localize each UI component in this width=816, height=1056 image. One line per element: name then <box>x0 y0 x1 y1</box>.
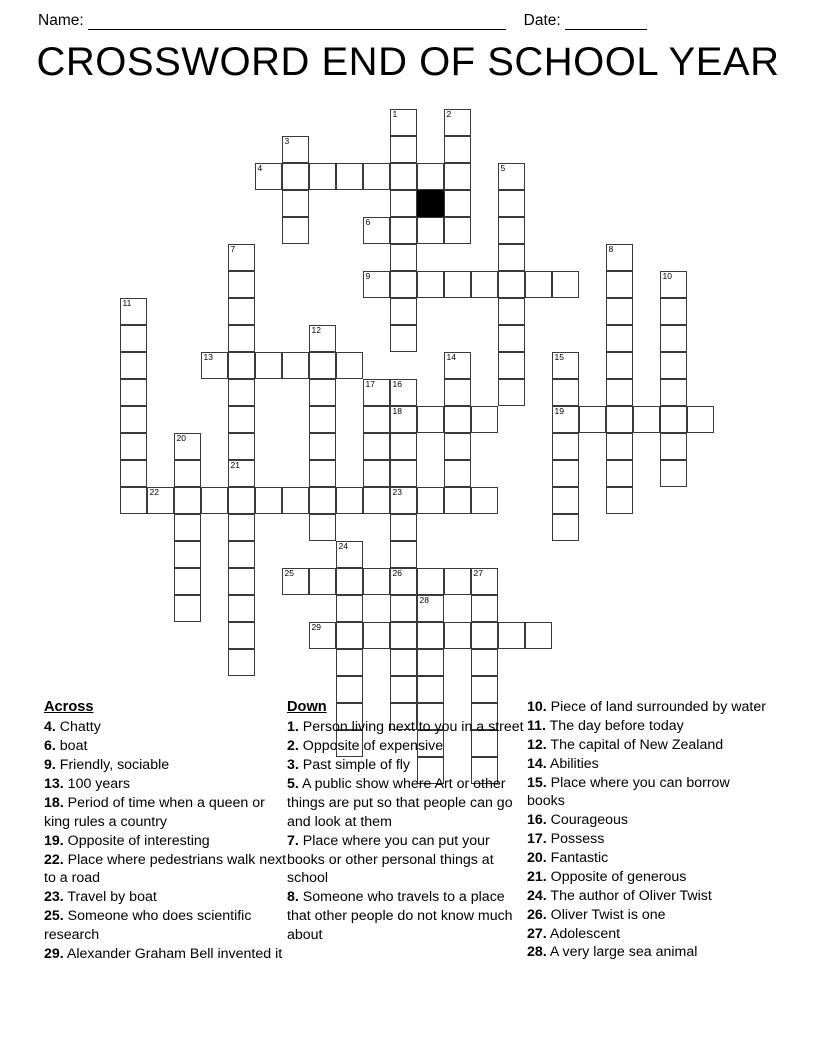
down-clue-item <box>527 698 768 717</box>
grid-cell[interactable] <box>417 622 444 649</box>
grid-cell[interactable] <box>228 541 255 568</box>
grid-cell[interactable] <box>498 244 525 271</box>
grid-cell[interactable] <box>363 271 390 298</box>
clue-text: Chatty <box>55 719 101 736</box>
grid-cell[interactable] <box>390 514 417 541</box>
clue-number: 14. <box>527 755 547 772</box>
grid-cell[interactable] <box>444 460 471 487</box>
grid-cell[interactable] <box>120 406 147 433</box>
grid-cell[interactable] <box>228 352 255 379</box>
grid-cell[interactable] <box>417 649 444 676</box>
grid-cell-number: 8 <box>608 243 614 254</box>
grid-cell[interactable] <box>390 325 417 352</box>
grid-cell[interactable] <box>174 514 201 541</box>
across-clue-item <box>44 737 287 756</box>
clue-text: A public show where Art or other things are put so that people can go and look at them <box>287 776 513 830</box>
clue-number: 29. <box>44 945 64 962</box>
grid-cell[interactable] <box>174 595 201 622</box>
down-clue-item <box>287 832 527 889</box>
grid-cell[interactable] <box>444 379 471 406</box>
grid-cell[interactable] <box>606 487 633 514</box>
grid-cell-number: 18 <box>392 405 402 416</box>
clue-text: A very large sea animal <box>546 944 698 961</box>
clue-number: 11. <box>527 717 546 734</box>
grid-cell-number: 13 <box>203 351 213 362</box>
grid-cell[interactable] <box>120 325 147 352</box>
grid-cell[interactable] <box>228 379 255 406</box>
down-clue-item <box>527 849 768 868</box>
grid-cell[interactable] <box>444 352 471 379</box>
clue-number: 13. <box>44 776 64 793</box>
grid-cell[interactable] <box>120 487 147 514</box>
grid-cell-number: 21 <box>230 459 240 470</box>
grid-cell[interactable] <box>363 487 390 514</box>
grid-cell[interactable] <box>120 352 147 379</box>
grid-cell[interactable] <box>498 298 525 325</box>
clue-text: 100 years <box>63 776 130 793</box>
clue-number: 5. <box>287 776 299 793</box>
grid-cell[interactable] <box>390 136 417 163</box>
grid-cell[interactable] <box>633 406 660 433</box>
clue-number: 26. <box>527 906 547 923</box>
down-clue-list-first <box>287 718 527 945</box>
grid-cell[interactable] <box>309 163 336 190</box>
grid-cell[interactable] <box>417 271 444 298</box>
grid-cell[interactable] <box>417 487 444 514</box>
grid-cell[interactable] <box>471 271 498 298</box>
grid-cell[interactable] <box>336 163 363 190</box>
grid-cell[interactable] <box>498 622 525 649</box>
grid-cell[interactable] <box>228 514 255 541</box>
grid-cell-number: 16 <box>392 378 402 389</box>
grid-cell-number: 26 <box>392 567 402 578</box>
down-clue-item <box>527 868 768 887</box>
clue-text: The author of Oliver Twist <box>546 887 712 904</box>
grid-cell-number: 24 <box>338 540 348 551</box>
down-clue-item <box>527 830 768 849</box>
clue-text: Past simple of fly <box>298 757 411 774</box>
down-clue-item <box>527 736 768 755</box>
clue-text: Piece of land surrounded by water <box>546 699 766 715</box>
clue-text: Place where pedestrians walk next to a road <box>44 851 287 887</box>
grid-cell[interactable] <box>444 163 471 190</box>
clues-down-column-continued <box>527 698 768 962</box>
clue-text: boat <box>55 738 88 755</box>
down-clue-item <box>527 717 768 736</box>
grid-cell[interactable] <box>471 649 498 676</box>
clue-number: 20. <box>527 850 547 866</box>
grid-cell[interactable] <box>660 298 687 325</box>
grid-cell[interactable] <box>390 406 417 433</box>
down-clue-item <box>527 755 768 774</box>
grid-cell[interactable] <box>444 271 471 298</box>
clue-number: 12. <box>527 736 547 753</box>
grid-cell[interactable] <box>498 325 525 352</box>
across-heading: Across <box>44 699 94 715</box>
clue-number: 17. <box>527 831 547 848</box>
grid-cell[interactable] <box>228 487 255 514</box>
down-clue-item <box>527 943 768 962</box>
grid-cell[interactable] <box>228 406 255 433</box>
grid-cell-number: 5 <box>500 162 506 173</box>
grid-cell[interactable] <box>660 352 687 379</box>
clue-number: 8. <box>287 889 299 906</box>
down-heading: Down <box>287 699 327 715</box>
clue-number: 2. <box>287 738 299 755</box>
grid-cell-number: 11 <box>122 297 132 308</box>
grid-cell[interactable] <box>309 325 336 352</box>
grid-cell[interactable] <box>498 163 525 190</box>
grid-cell[interactable] <box>309 406 336 433</box>
grid-cell-number: 25 <box>284 567 294 578</box>
clue-text: The capital of New Zealand <box>546 736 724 753</box>
clue-text: Period of time when a queen or king rules a country <box>44 794 265 830</box>
grid-cell[interactable] <box>417 163 444 190</box>
clue-number: 6. <box>44 738 56 755</box>
clue-text: Abilities <box>546 755 599 772</box>
clue-number: 27. <box>527 925 547 942</box>
grid-cell-number: 29 <box>311 621 321 632</box>
grid-cell[interactable] <box>390 541 417 568</box>
grid-cell[interactable] <box>201 487 228 514</box>
grid-block <box>417 190 444 217</box>
grid-cell[interactable] <box>228 460 255 487</box>
down-clue-item <box>287 737 527 756</box>
clue-text: Friendly, sociable <box>55 757 170 774</box>
grid-cell-number: 15 <box>554 351 564 362</box>
clue-number: 28. <box>527 944 547 961</box>
grid-cell[interactable] <box>552 487 579 514</box>
grid-cell[interactable] <box>282 217 309 244</box>
name-write-in-line[interactable] <box>88 16 506 30</box>
clue-text: Opposite of generous <box>546 868 687 885</box>
grid-cell[interactable] <box>552 271 579 298</box>
clue-number: 19. <box>44 832 64 849</box>
grid-cell[interactable] <box>390 649 417 676</box>
grid-cell[interactable] <box>552 379 579 406</box>
grid-cell[interactable] <box>390 298 417 325</box>
grid-cell[interactable] <box>444 487 471 514</box>
grid-cell[interactable] <box>390 217 417 244</box>
grid-cell[interactable] <box>228 568 255 595</box>
page-title: CROSSWORD END OF SCHOOL YEAR <box>36 40 780 84</box>
clue-text: Possess <box>546 831 605 848</box>
grid-cell[interactable] <box>363 622 390 649</box>
grid-cell[interactable] <box>174 541 201 568</box>
grid-cell[interactable] <box>282 136 309 163</box>
grid-cell[interactable] <box>606 271 633 298</box>
grid-cell[interactable] <box>660 433 687 460</box>
clue-text: Opposite of interesting <box>63 832 210 849</box>
down-clue-item <box>287 756 527 775</box>
grid-cell[interactable] <box>444 622 471 649</box>
grid-cell[interactable] <box>282 352 309 379</box>
grid-cell[interactable] <box>444 568 471 595</box>
clues-section <box>0 698 816 964</box>
grid-cell[interactable] <box>309 487 336 514</box>
clue-number: 25. <box>44 908 64 925</box>
grid-cell[interactable] <box>471 487 498 514</box>
across-clue-item <box>44 756 287 775</box>
grid-cell[interactable] <box>471 595 498 622</box>
grid-cell[interactable] <box>606 406 633 433</box>
grid-cell[interactable] <box>390 568 417 595</box>
grid-cell[interactable] <box>336 487 363 514</box>
date-write-in-line[interactable] <box>565 16 647 30</box>
clue-number: 3. <box>287 757 299 774</box>
grid-cell[interactable] <box>336 595 363 622</box>
grid-cell[interactable] <box>552 514 579 541</box>
grid-cell[interactable] <box>498 352 525 379</box>
grid-cell[interactable] <box>390 244 417 271</box>
grid-cell[interactable] <box>174 433 201 460</box>
clue-number: 22. <box>44 851 64 868</box>
grid-cell[interactable] <box>390 109 417 136</box>
down-clue-item <box>527 887 768 906</box>
grid-cell-number: 14 <box>446 351 456 362</box>
grid-cell[interactable] <box>282 487 309 514</box>
grid-cell[interactable] <box>336 649 363 676</box>
grid-cell[interactable] <box>363 163 390 190</box>
name-date-bar <box>0 0 816 30</box>
name-label: Name: <box>38 12 84 29</box>
clue-number: 10. <box>527 699 547 715</box>
grid-cell[interactable] <box>498 190 525 217</box>
clues-down-column <box>287 698 527 945</box>
clue-number: 18. <box>44 794 64 811</box>
grid-cell-number: 10 <box>662 270 672 281</box>
across-clue-item <box>44 832 287 851</box>
clue-number: 21. <box>527 868 547 885</box>
grid-cell[interactable] <box>390 190 417 217</box>
down-clue-item <box>287 718 527 737</box>
across-clue-item <box>44 718 287 737</box>
grid-cell[interactable] <box>444 406 471 433</box>
grid-cell[interactable] <box>120 379 147 406</box>
grid-cell-number: 12 <box>311 324 321 335</box>
grid-cell[interactable] <box>390 622 417 649</box>
across-clue-item <box>44 851 287 889</box>
grid-cell[interactable] <box>660 325 687 352</box>
grid-cell[interactable] <box>363 217 390 244</box>
clue-number: 9. <box>44 757 56 774</box>
clue-text: Adolescent <box>546 925 621 942</box>
clue-text: Alexander Graham Bell invented it <box>63 945 283 962</box>
grid-cell[interactable] <box>660 271 687 298</box>
grid-cell[interactable] <box>444 433 471 460</box>
clue-number: 4. <box>44 719 56 736</box>
clue-number: 24. <box>527 887 547 904</box>
grid-cell[interactable] <box>606 244 633 271</box>
grid-cell[interactable] <box>363 406 390 433</box>
grid-cell[interactable] <box>309 352 336 379</box>
clue-text: Someone who travels to a place that other people do not know much about <box>287 889 513 944</box>
grid-cell[interactable] <box>606 433 633 460</box>
grid-cell[interactable] <box>471 622 498 649</box>
grid-cell[interactable] <box>228 325 255 352</box>
grid-cell[interactable] <box>309 568 336 595</box>
grid-cell[interactable] <box>282 568 309 595</box>
grid-cell[interactable] <box>309 460 336 487</box>
grid-cell[interactable] <box>336 568 363 595</box>
clues-across-column <box>44 698 287 964</box>
grid-cell[interactable] <box>552 406 579 433</box>
clue-text: Person living next to you in a street <box>298 719 524 736</box>
grid-cell[interactable] <box>390 595 417 622</box>
grid-cell[interactable] <box>444 190 471 217</box>
grid-cell[interactable] <box>363 460 390 487</box>
clue-number: 15. <box>527 774 547 791</box>
grid-cell[interactable] <box>552 352 579 379</box>
grid-cell[interactable] <box>228 595 255 622</box>
grid-cell-number: 1 <box>392 108 398 119</box>
clue-number: 7. <box>287 832 299 849</box>
grid-cell[interactable] <box>390 433 417 460</box>
grid-cell[interactable] <box>444 136 471 163</box>
grid-cell[interactable] <box>120 433 147 460</box>
grid-cell[interactable] <box>120 298 147 325</box>
clue-number: 16. <box>527 812 547 829</box>
grid-cell[interactable] <box>336 541 363 568</box>
grid-cell-number: 17 <box>365 378 375 389</box>
grid-cell-number: 7 <box>230 243 236 254</box>
grid-cell[interactable] <box>552 433 579 460</box>
across-clue-item <box>44 907 287 945</box>
grid-cell[interactable] <box>444 217 471 244</box>
grid-cell-number: 19 <box>554 405 564 416</box>
grid-cell[interactable] <box>363 379 390 406</box>
grid-cell[interactable] <box>444 109 471 136</box>
grid-cell[interactable] <box>336 622 363 649</box>
grid-cell[interactable] <box>390 271 417 298</box>
down-clue-item <box>527 925 768 944</box>
grid-cell[interactable] <box>282 190 309 217</box>
across-clue-item <box>44 775 287 794</box>
clue-text: Courageous <box>546 812 628 829</box>
grid-cell[interactable] <box>417 217 444 244</box>
grid-cell[interactable] <box>471 406 498 433</box>
clue-text: Travel by boat <box>63 889 157 906</box>
clue-text: Place where you can put your books or other personal things at school <box>287 832 494 887</box>
grid-cell[interactable] <box>498 379 525 406</box>
clue-number: 1. <box>287 719 299 736</box>
grid-cell[interactable] <box>147 487 174 514</box>
grid-cell-number: 4 <box>257 162 263 173</box>
grid-cell-number: 9 <box>365 270 371 281</box>
grid-cell-number: 22 <box>149 486 159 497</box>
grid-cell[interactable] <box>606 352 633 379</box>
grid-cell[interactable] <box>687 406 714 433</box>
grid-cell[interactable] <box>255 163 282 190</box>
grid-cell[interactable] <box>228 271 255 298</box>
clue-text: Opposite of expensive <box>298 738 444 755</box>
clue-text: Oliver Twist is one <box>546 906 666 923</box>
grid-cell[interactable] <box>228 622 255 649</box>
grid-cell[interactable] <box>309 379 336 406</box>
across-clue-item <box>44 945 287 964</box>
grid-cell[interactable] <box>525 622 552 649</box>
grid-cell[interactable] <box>417 406 444 433</box>
grid-cell[interactable] <box>390 163 417 190</box>
grid-cell[interactable] <box>228 244 255 271</box>
grid-cell[interactable] <box>606 298 633 325</box>
grid-cell[interactable] <box>228 649 255 676</box>
across-clue-item <box>44 888 287 907</box>
grid-cell[interactable] <box>660 379 687 406</box>
grid-cell[interactable] <box>363 433 390 460</box>
grid-cell-number: 27 <box>473 567 483 578</box>
grid-cell[interactable] <box>660 406 687 433</box>
grid-cell[interactable] <box>390 379 417 406</box>
grid-cell[interactable] <box>255 352 282 379</box>
grid-cell[interactable] <box>606 325 633 352</box>
grid-cell[interactable] <box>309 514 336 541</box>
grid-cell[interactable] <box>579 406 606 433</box>
clue-number: 23. <box>44 889 64 906</box>
date-label: Date: <box>523 12 561 29</box>
grid-cell[interactable] <box>525 271 552 298</box>
clue-text: Someone who does scientific research <box>44 908 252 944</box>
grid-cell[interactable] <box>174 460 201 487</box>
grid-cell[interactable] <box>498 271 525 298</box>
grid-cell[interactable] <box>660 460 687 487</box>
grid-cell[interactable] <box>417 595 444 622</box>
grid-cell[interactable] <box>606 460 633 487</box>
crossword-grid-container <box>0 104 816 704</box>
grid-cell[interactable] <box>606 379 633 406</box>
down-clue-list-second <box>527 698 768 962</box>
grid-cell[interactable] <box>471 568 498 595</box>
grid-cell[interactable] <box>390 487 417 514</box>
across-clue-list <box>44 718 287 963</box>
grid-cell[interactable] <box>390 460 417 487</box>
grid-cell[interactable] <box>120 460 147 487</box>
grid-cell[interactable] <box>174 487 201 514</box>
across-clue-item <box>44 794 287 832</box>
down-clue-item <box>287 775 527 832</box>
grid-cell[interactable] <box>255 487 282 514</box>
clue-text: Place where you can borrow books <box>527 774 730 810</box>
grid-cell-number: 20 <box>176 432 186 443</box>
grid-cell[interactable] <box>363 568 390 595</box>
grid-cell-number: 3 <box>284 135 290 146</box>
grid-cell[interactable] <box>309 622 336 649</box>
grid-cell[interactable] <box>228 433 255 460</box>
grid-cell[interactable] <box>228 298 255 325</box>
clue-text: Fantastic <box>546 850 609 866</box>
down-clue-item <box>287 888 527 945</box>
down-clue-item <box>527 906 768 925</box>
down-clue-item <box>527 774 768 812</box>
grid-cell[interactable] <box>201 352 228 379</box>
grid-cell-number: 23 <box>392 486 402 497</box>
grid-cell[interactable] <box>174 568 201 595</box>
grid-cell[interactable] <box>336 352 363 379</box>
clue-text: The day before today <box>545 717 684 734</box>
grid-cell[interactable] <box>552 460 579 487</box>
grid-cell-number: 6 <box>365 216 371 227</box>
grid-cell[interactable] <box>498 217 525 244</box>
grid-cell-number: 2 <box>446 108 452 119</box>
grid-cell[interactable] <box>282 163 309 190</box>
grid-cell[interactable] <box>309 433 336 460</box>
grid-cell-number: 28 <box>419 594 429 605</box>
down-clue-item <box>527 811 768 830</box>
grid-cell[interactable] <box>417 568 444 595</box>
